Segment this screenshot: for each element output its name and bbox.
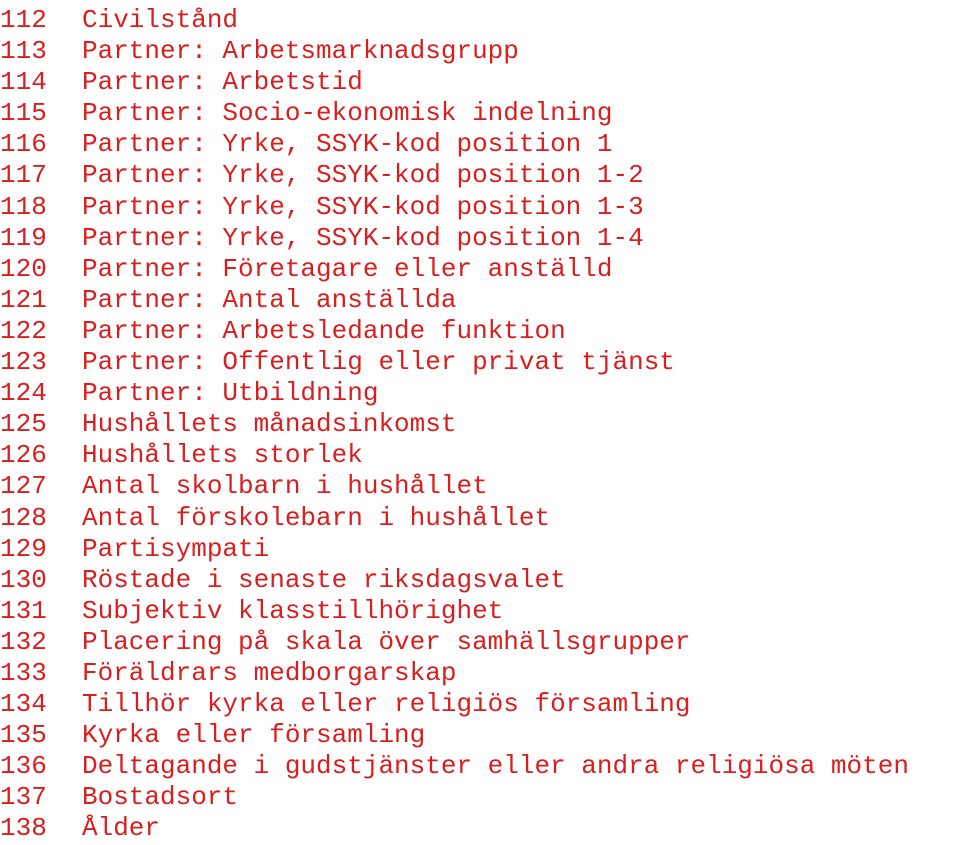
line-number: 137 xyxy=(0,782,47,813)
variable-label: Civilstånd xyxy=(82,5,239,35)
list-item xyxy=(0,565,909,596)
variable-label: Partner: Arbetstid xyxy=(82,67,363,98)
line-number: 125 xyxy=(0,409,47,440)
variable-label: Deltagande i gudstjänster eller andra religiösa möten xyxy=(82,751,909,782)
variable-label: Partner: Yrke, SSYK-kod position 1-4 xyxy=(82,222,644,253)
list-item xyxy=(0,98,909,129)
line-number: 127 xyxy=(0,471,47,502)
line-number: 120 xyxy=(0,253,47,284)
line-number: 136 xyxy=(0,751,47,782)
list-item xyxy=(0,285,909,316)
variable-label: Kyrka eller församling xyxy=(82,720,426,751)
line-number: 113 xyxy=(0,36,47,67)
variable-label: Partner: Yrke, SSYK-kod position 1-2 xyxy=(82,160,644,191)
variable-label: Partner: Yrke, SSYK-kod position 1-3 xyxy=(82,191,644,222)
list-item xyxy=(0,689,909,720)
list-item xyxy=(0,471,909,502)
line-number: 121 xyxy=(0,284,47,315)
list-item xyxy=(0,254,909,285)
line-number: 134 xyxy=(0,689,47,720)
list-item xyxy=(0,316,909,347)
list-item xyxy=(0,5,909,36)
variable-label: Partner: Antal anställda xyxy=(82,284,457,315)
line-number: 124 xyxy=(0,378,47,409)
list-item xyxy=(0,534,909,565)
variable-label: Röstade i senaste riksdagsvalet xyxy=(82,564,566,595)
variable-label: Ålder xyxy=(82,813,161,844)
variable-label: Hushållets månadsinkomst xyxy=(82,409,457,440)
list-item xyxy=(0,813,909,844)
variable-label: Partner: Arbetsledande funktion xyxy=(82,315,566,346)
variable-label: Antal skolbarn i hushållet xyxy=(82,471,488,502)
list-item xyxy=(0,192,909,223)
list-item xyxy=(0,503,909,534)
list-item xyxy=(0,658,909,689)
line-number: 135 xyxy=(0,720,47,751)
line-number: 138 xyxy=(0,813,47,844)
list-item xyxy=(0,782,909,813)
variable-list xyxy=(0,5,909,845)
line-number: 123 xyxy=(0,347,47,378)
line-number: 128 xyxy=(0,502,47,533)
variable-label: Bostadsort xyxy=(82,782,239,813)
line-number: 119 xyxy=(0,222,47,253)
list-item xyxy=(0,378,909,409)
list-item xyxy=(0,751,909,782)
list-item xyxy=(0,720,909,751)
line-number: 114 xyxy=(0,67,47,98)
line-number: 116 xyxy=(0,129,47,160)
list-item xyxy=(0,409,909,440)
variable-label: Partner: Arbetsmarknadsgrupp xyxy=(82,36,519,67)
line-number: 112 xyxy=(0,5,47,35)
variable-label: Partner: Yrke, SSYK-kod position 1 xyxy=(82,129,613,160)
line-number: 129 xyxy=(0,533,47,564)
variable-label: Föräldrars medborgarskap xyxy=(82,657,457,688)
line-number: 126 xyxy=(0,440,47,471)
list-item xyxy=(0,129,909,160)
line-number: 131 xyxy=(0,595,47,626)
list-item xyxy=(0,223,909,254)
list-item xyxy=(0,596,909,627)
variable-label: Hushållets storlek xyxy=(82,440,363,471)
list-item xyxy=(0,440,909,471)
variable-label: Subjektiv klasstillhörighet xyxy=(82,595,504,626)
list-item xyxy=(0,347,909,378)
line-number: 133 xyxy=(0,657,47,688)
line-number: 117 xyxy=(0,160,47,191)
line-number: 132 xyxy=(0,626,47,657)
variable-label: Antal förskolebarn i hushållet xyxy=(82,502,551,533)
line-number: 122 xyxy=(0,315,47,346)
variable-label: Partner: Utbildning xyxy=(82,378,379,409)
line-number: 118 xyxy=(0,191,47,222)
variable-label: Tillhör kyrka eller religiös församling xyxy=(82,689,691,720)
line-number: 115 xyxy=(0,98,47,129)
variable-label: Placering på skala över samhällsgrupper xyxy=(82,626,691,657)
list-item xyxy=(0,627,909,658)
list-item xyxy=(0,67,909,98)
variable-label: Partner: Företagare eller anställd xyxy=(82,253,613,284)
line-number: 130 xyxy=(0,564,47,595)
list-item xyxy=(0,36,909,67)
variable-label: Partisympati xyxy=(82,533,270,564)
variable-label: Partner: Socio-ekonomisk indelning xyxy=(82,98,613,129)
list-item xyxy=(0,160,909,191)
variable-label: Partner: Offentlig eller privat tjänst xyxy=(82,347,675,378)
